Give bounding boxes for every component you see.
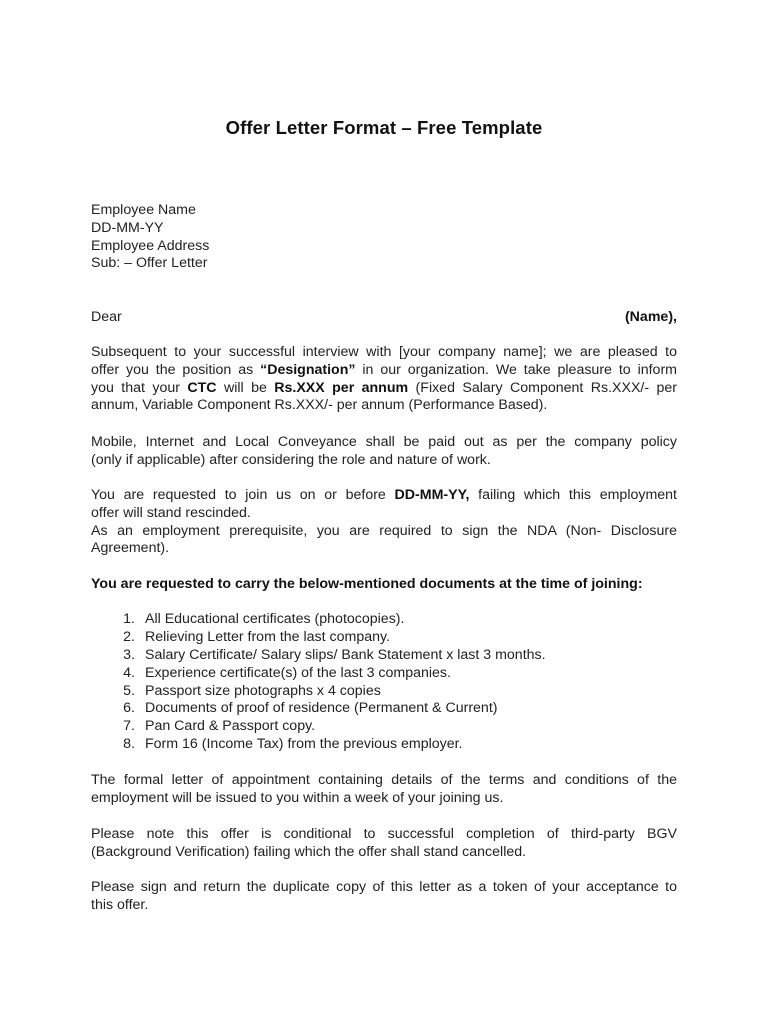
list-item-number: 4. (123, 664, 135, 681)
list-item-number: 2. (123, 628, 135, 645)
list-item-number: 7. (123, 718, 135, 735)
paragraph-conveyance (91, 434, 677, 470)
salutation (91, 309, 677, 327)
para2-line2: (only if applicable) after considering the role and nature of work. (91, 451, 491, 468)
para4-line1: The formal letter of appointment containing details of the terms and conditions of the (91, 772, 677, 788)
salutation-dear: Dear (91, 309, 122, 325)
para4-line2: employment will be issued to you within a week of your joining us. (91, 789, 504, 806)
list-item (91, 629, 651, 647)
paragraph-joining (91, 487, 677, 558)
para3-line4: Agreement). (91, 540, 170, 557)
para3-line1 (91, 487, 677, 505)
list-item-number: 6. (123, 700, 135, 717)
list-item-text: Salary Certificate/ Salary slips/ Bank Statement x last 3 months. (145, 646, 546, 663)
paragraph-position (91, 344, 677, 415)
list-item (91, 736, 651, 754)
list-item (91, 665, 651, 683)
list-item-text: Relieving Letter from the last company. (145, 628, 390, 645)
paragraph-acceptance (91, 879, 677, 915)
para1-line3-text-e: (Fixed Salary Component Rs.XXX/- per (408, 379, 678, 396)
paragraph-bgv (91, 826, 677, 862)
para6-line1: Please sign and return the duplicate copy of this letter as a token of your acceptance to (91, 879, 677, 895)
para6-line2: this offer. (91, 896, 149, 913)
list-item (91, 700, 651, 718)
para1-line1: Subsequent to your successful interview with [your company name]; we are pleased to (91, 344, 677, 360)
para1-line2 (91, 362, 677, 380)
list-item-number: 3. (123, 646, 135, 663)
list-item-text: Documents of proof of residence (Permanent & Current) (145, 700, 498, 717)
letter-subject: Sub: – Offer Letter (91, 255, 208, 272)
list-item-text: Pan Card & Passport copy. (145, 718, 316, 735)
list-item-number: 1. (123, 611, 135, 627)
letter-date: DD-MM-YY (91, 219, 164, 236)
para1-line2-text-a: offer you the position as (91, 361, 261, 378)
list-item (91, 683, 651, 701)
joining-date-text: DD-MM-YY, (394, 487, 470, 503)
list-item-text: Passport size photographs x 4 copies (145, 682, 381, 699)
para3-line1-text-c: failing which this employment (469, 487, 677, 503)
list-item-text: Experience certificate(s) of the last 3 companies. (145, 664, 451, 681)
para3-line3: As an employment prerequisite, you are required to sign the NDA (Non- Disclosure (91, 522, 677, 539)
list-item-text: Form 16 (Income Tax) from the previous employer. (145, 736, 463, 753)
salutation-name: (Name), (624, 309, 677, 325)
designation-text: “Designation” (260, 361, 356, 378)
para2-line1: Mobile, Internet and Local Conveyance shall be paid out as per the company policy (91, 434, 677, 450)
ctc-text: CTC (187, 379, 217, 396)
documents-heading-block (91, 576, 677, 594)
list-item-text: All Educational certificates (photocopies). (145, 611, 405, 627)
para1-line3-text-c: will be (216, 379, 275, 396)
documents-list (91, 611, 651, 754)
para5-line2: (Background Verification) failing which the offer shall stand cancelled. (91, 843, 527, 860)
para1-line2-text-c: in our organization. We take pleasure to inform (355, 361, 677, 378)
employee-address: Employee Address (91, 237, 210, 254)
paragraph-appointment (91, 772, 677, 808)
para3-line1-text-a: You are requested to join us on or before (91, 487, 395, 503)
list-item-number: 8. (123, 736, 135, 753)
para1-line4: annum, Variable Component Rs.XXX/- per annum (Performance Based). (91, 397, 548, 414)
para1-line3-text-a: you that your (91, 379, 188, 396)
recipient-block (91, 202, 677, 273)
document-title: Offer Letter Format – Free Template (225, 117, 543, 138)
para3-line2: offer will stand rescinded. (91, 504, 251, 521)
para1-line3 (91, 380, 677, 398)
list-item (91, 718, 651, 736)
para5-line1: Please note this offer is conditional to successful completion of third-party BGV (91, 826, 677, 842)
ctc-amount-text: Rs.XXX per annum (274, 379, 409, 396)
list-item (91, 647, 651, 665)
employee-name: Employee Name (91, 202, 196, 218)
list-item-number: 5. (123, 682, 135, 699)
list-item (91, 611, 651, 629)
documents-heading: You are requested to carry the below-mentioned documents at the time of joining: (91, 576, 643, 592)
